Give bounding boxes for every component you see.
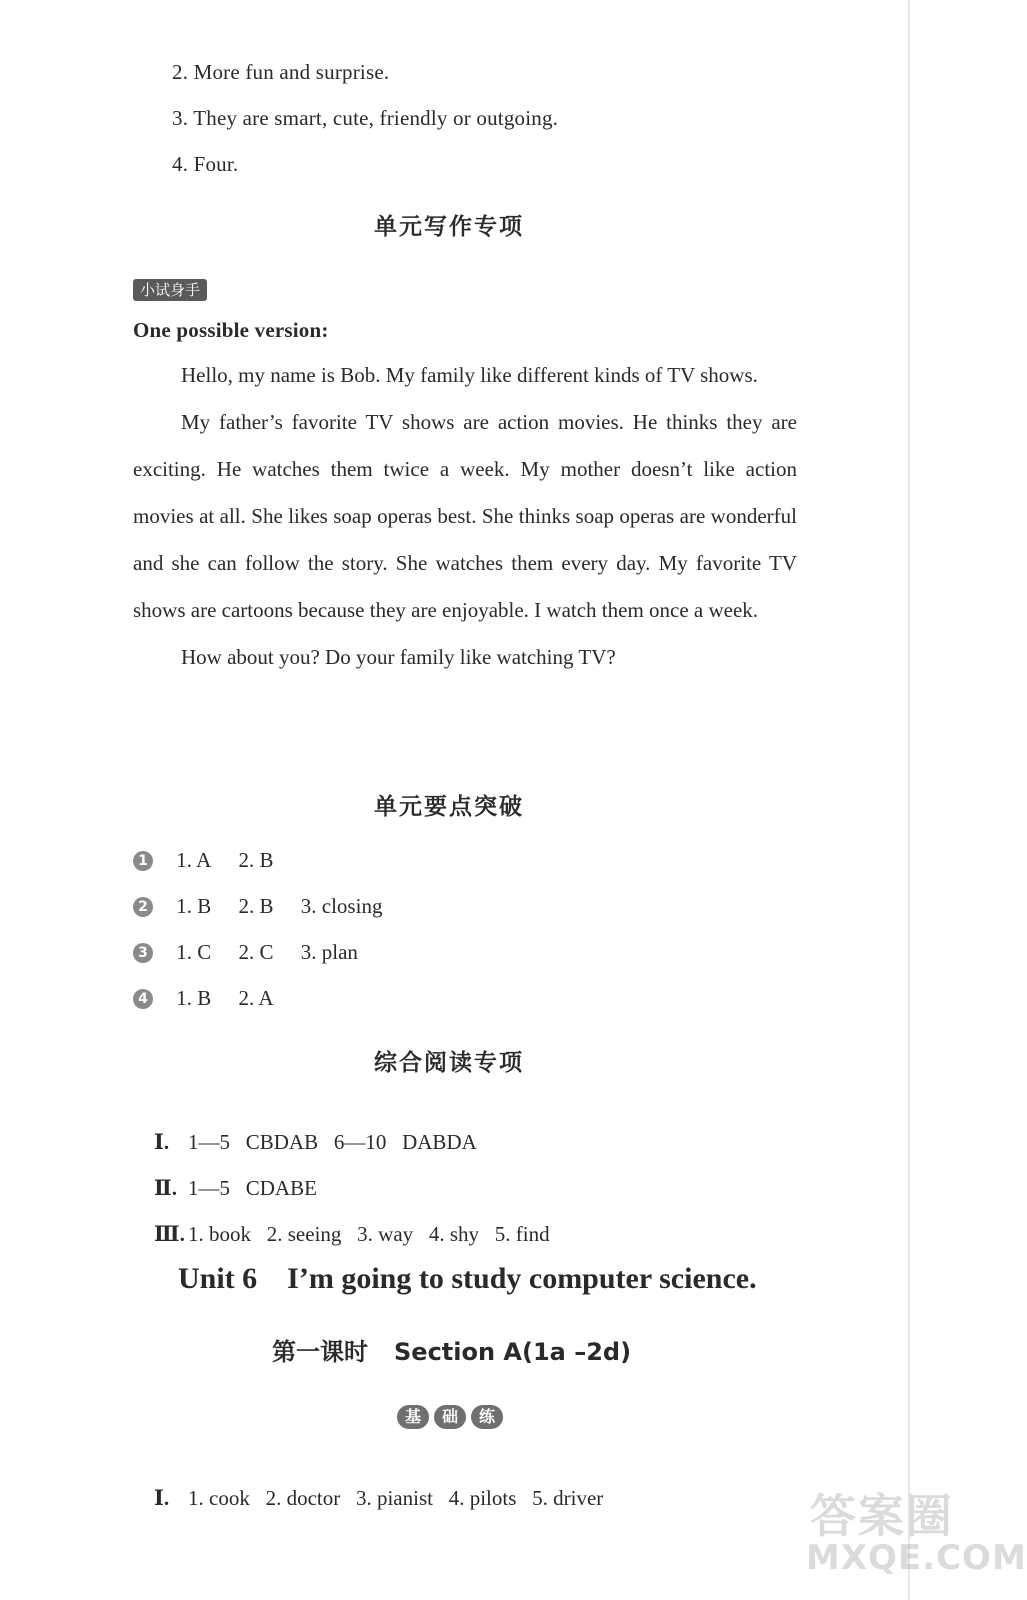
reading-answers: 1—5 CBDAB 6—10 DABDA (188, 1130, 477, 1154)
watermark-text: 答案圈 (810, 1489, 954, 1543)
answer-line-4: 4. Four. (172, 152, 239, 176)
key-point-row (133, 894, 404, 919)
reading-answers: 1. book 2. seeing 3. way 4. shy 5. find (188, 1222, 550, 1246)
essay-paragraph-2: My father’s favorite TV shows are action movies. He thinks they are exciting. He watches them twice a week. My mother doesn’t like action movies at all. She likes soap operas best. She thinks soap operas are wonderful and she can follow the story. She watches them every day. My favorite TV shows are cartoons because they are enjoyable. I watch them once a week. (133, 410, 797, 622)
answer-item: 1. C (176, 940, 212, 964)
key-point-row (133, 848, 296, 873)
answer-line-3: 3. They are smart, cute, friendly or outgoing. (172, 106, 559, 130)
version-label: One possible version: (133, 318, 329, 342)
key-point-row (133, 940, 380, 965)
number-badge-icon: 2 (133, 897, 153, 917)
answer-item: 1. B (176, 894, 212, 918)
key-point-row (133, 986, 296, 1011)
exercise-answers: 1. cook 2. doctor 3. pianist 4. pilots 5. driver (188, 1486, 604, 1510)
answer-item: 2. B (238, 894, 274, 918)
page-edge-shadow (908, 0, 910, 1600)
roman-numeral: Ⅱ. (154, 1176, 177, 1200)
reading-answers: 1—5 CDABE (188, 1176, 317, 1200)
site-watermark-logo (806, 1480, 1027, 1592)
answer-item: 2. C (238, 940, 274, 964)
badge-char: 练 (471, 1405, 503, 1429)
number-badge-icon: 3 (133, 943, 153, 963)
lesson-number: 第一课时 (272, 1338, 368, 1366)
watermark-url: MXQE.COM (806, 1538, 1027, 1578)
answer-item: 3. plan (300, 940, 358, 964)
reading-row-3 (133, 1196, 550, 1272)
reading-heading: 综合阅读专项 (374, 1050, 524, 1076)
exercise-row (133, 1460, 603, 1536)
essay-paragraph-3: How about you? Do your family like watching TV? (181, 645, 616, 669)
answer-item: 3. closing (300, 894, 383, 918)
answer-item: 1. A (176, 848, 212, 872)
essay-paragraph-1: Hello, my name is Bob. My family like different kinds of TV shows. (181, 363, 758, 387)
roman-numeral: Ⅰ. (154, 1130, 170, 1154)
practice-tag: 小试身手 (133, 279, 207, 301)
answer-item: 2. A (238, 986, 274, 1010)
key-points-heading: 单元要点突破 (374, 794, 524, 820)
number-badge-icon: 4 (133, 989, 153, 1009)
number-badge-icon: 1 (133, 851, 153, 871)
answer-line-2: 2. More fun and surprise. (172, 60, 390, 84)
badge-char: 基 (397, 1405, 429, 1429)
roman-numeral: Ⅰ. (154, 1486, 170, 1510)
unit-title: Unit 6 I’m going to study computer science. (178, 1262, 757, 1295)
lesson-heading (272, 1332, 631, 1367)
answer-item: 2. B (238, 848, 274, 872)
answer-item: 1. B (176, 986, 212, 1010)
roman-numeral: Ⅲ. (154, 1222, 185, 1246)
sample-essay (133, 352, 797, 681)
writing-heading: 单元写作专项 (374, 214, 524, 240)
badge-char: 础 (434, 1405, 466, 1429)
lesson-section: Section A(1a –2d) (394, 1338, 632, 1366)
basic-practice-badge (397, 1405, 503, 1429)
